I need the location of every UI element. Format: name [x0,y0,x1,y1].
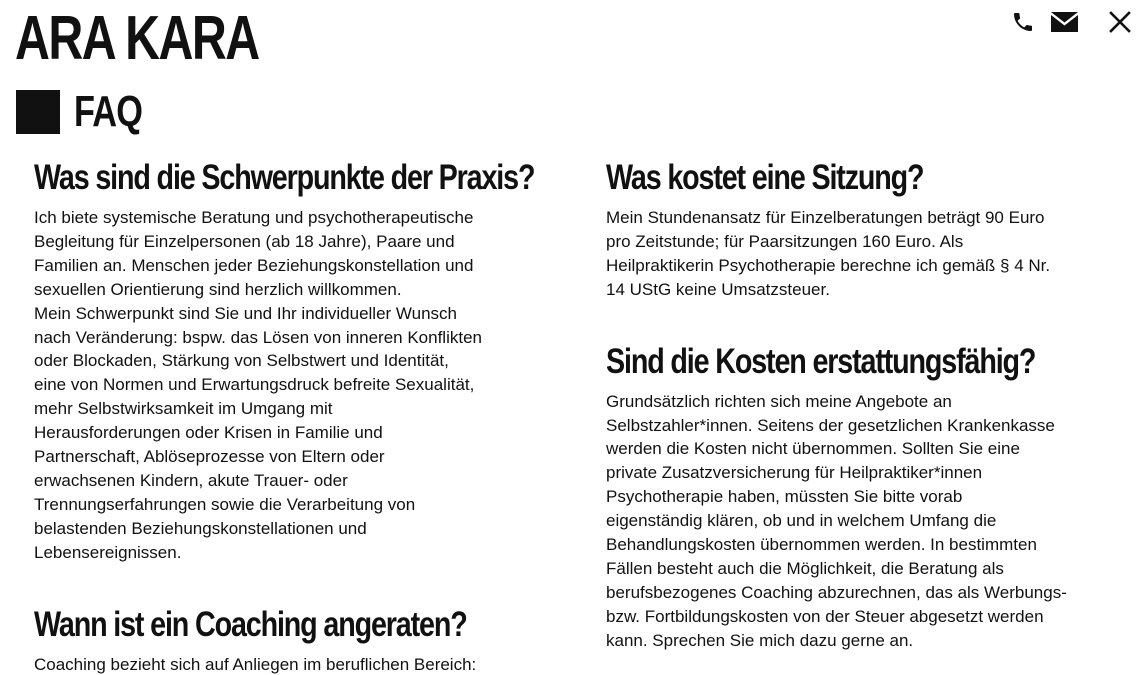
site-logo[interactable]: ARA KARA [15,4,259,73]
faq-item [606,155,1102,302]
mail-icon[interactable] [1051,12,1078,32]
faq-item [34,155,535,565]
page-title: FAQ [74,87,143,136]
faq-column-left [34,155,535,675]
faq-question: Was sind die Schwerpunkte der Praxis? [34,158,535,197]
faq-answer: Mein Stundenansatz für Einzelberatungen beträgt 90 Euro pro Zeitstunde; für Paarsitzungen 160 Euro. Als Heilpraktikerin Psychotherapie berechne ich gemäß § 4 Nr. 14 UStG keine Umsatzsteuer. [606,208,1051,299]
faq-item [606,339,1102,653]
faq-item [34,602,530,675]
heading-square [16,90,60,134]
faq-answer: Ich biete systemische Beratung und psychotherapeutische Begleitung für Einzelpersonen (ab 18 Jahre), Paare und Familien an. Menschen jeder Beziehungskonstellation und sexuellen Orientierung sind herzlich willkommen. Mein Schwerpunkt sind Sie und Ihr individueller Wunsch nach Veränderung: bspw. das Lösen von inneren Konflikten oder Blockaden, Stärkung von Selbstwert und Identität, eine von Normen und Erwartungsdruck befreite Sexualität, mehr Selbstwirksamkeit im Umgang mit Herausforderungen oder Krisen in Familie und Partnerschaft, Ablöseprozesse von Eltern oder erwachsenen Kindern, akute Trauer- oder Trennungserfahrungen sowie die Verarbeitung von belastenden Beziehungskonstellationen und Lebensereignissen. [34,208,482,562]
faq-question: Sind die Kosten erstattungsfähig? [606,341,1036,381]
faq-question: Wann ist ein Coaching angeraten? [34,604,467,644]
faq-answer: Grundsätzlich richten sich meine Angebote an Selbstzahler*innen. Seitens der gesetzlichen Krankenkasse werden die Kosten nicht übernommen. Sollten Sie eine private Zusatzversicherung für Heilpraktiker*innen Psychotherapie haben, müssten Sie bitte vorab eigenständig klären, ob und in welchem Umfang die Behandlungskosten übernommen werden. In bestimmten Fällen besteht auch die Möglichkeit, die Beratung als berufsbezogenes Coaching abzurechnen, das als Werbungs- bzw. Fortbildungskosten von der Steuer abgesetzt werden kann. Sprechen Sie mich dazu gerne an. [606,391,1067,650]
faq-question: Was kostet eine Sitzung? [606,158,924,197]
phone-icon[interactable] [1011,10,1035,34]
faq-column-right [606,155,1102,675]
header-actions [1011,10,1132,34]
faq-heading [16,88,161,136]
faq-answer: Coaching bezieht sich auf Anliegen im beruflichen Bereich: [34,654,477,674]
close-icon[interactable] [1108,10,1132,34]
